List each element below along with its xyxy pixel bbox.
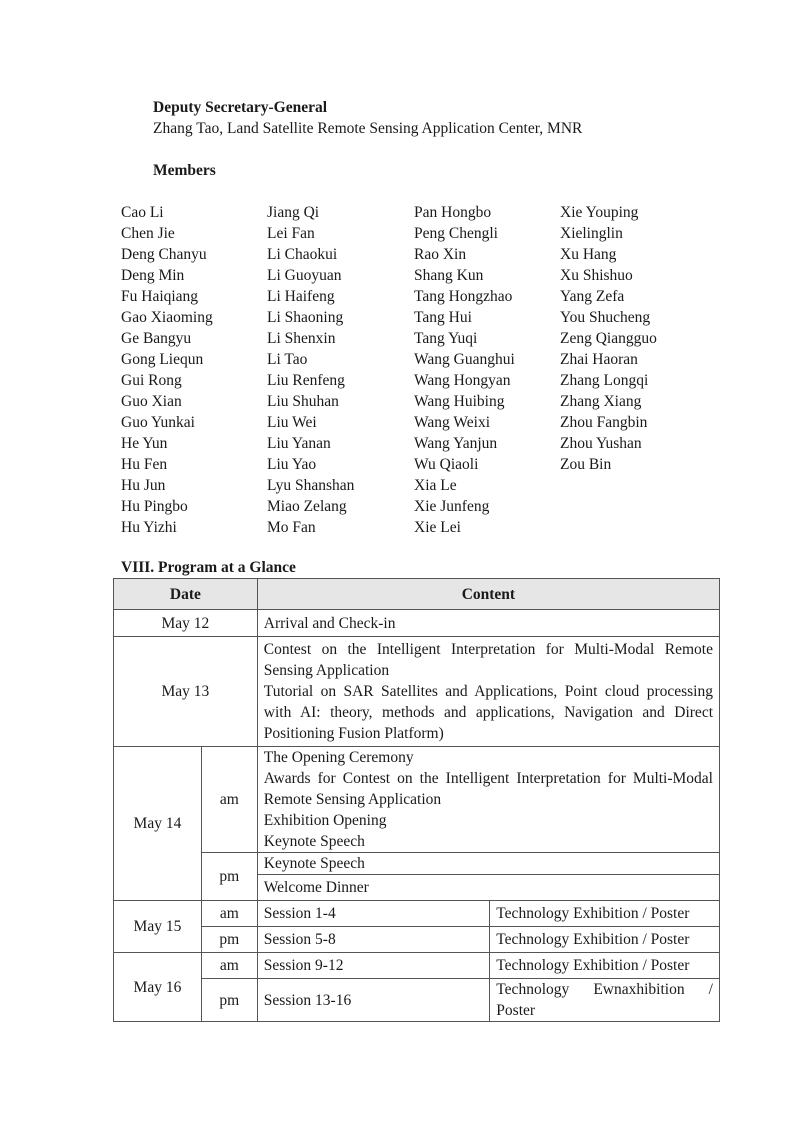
- members-heading: Members: [153, 162, 216, 179]
- member-name: Deng Min: [121, 267, 185, 284]
- header-date: Date: [114, 579, 258, 610]
- member-name: Tang Hui: [414, 309, 472, 326]
- member-name: Liu Wei: [267, 414, 317, 431]
- member-name: Mo Fan: [267, 519, 316, 536]
- member-name: Li Shaoning: [267, 309, 344, 326]
- member-name: Zhang Xiang: [560, 393, 642, 410]
- members-column-3: [414, 202, 560, 538]
- member-name: Zhou Yushan: [560, 435, 642, 452]
- content-cell: [257, 747, 719, 853]
- member-name: Liu Renfeng: [267, 372, 345, 389]
- content-line: Tutorial on SAR Satellites and Applications, Point cloud processing with AI: theory, methods and applications, Navigation and Direct Positioning Fusion Platform): [263, 683, 713, 742]
- member-name: Guo Yunkai: [121, 414, 195, 431]
- program-heading: VIII. Program at a Glance: [121, 559, 296, 576]
- member-name: Li Chaokui: [267, 246, 338, 263]
- member-name: Xia Le: [414, 477, 457, 494]
- members-column-1: [121, 202, 267, 538]
- member-name: Xielinglin: [560, 225, 623, 242]
- header-content: Content: [257, 579, 719, 610]
- member-name: Zhang Longqi: [560, 372, 649, 389]
- content-line: The Opening Ceremony: [263, 749, 414, 766]
- member-name: Liu Yao: [267, 456, 317, 473]
- exhibition-cell: Technology Exhibition / Poster: [490, 953, 720, 979]
- member-name: Liu Yanan: [267, 435, 331, 452]
- period-cell: am: [201, 747, 257, 853]
- member-name: Xu Shishuo: [560, 267, 633, 284]
- member-name: Shang Kun: [414, 267, 484, 284]
- member-name: Chen Jie: [121, 225, 175, 242]
- member-name: Li Tao: [267, 351, 308, 368]
- table-row: [114, 901, 720, 927]
- member-name: Xie Junfeng: [414, 498, 490, 515]
- content-line: Keynote Speech: [263, 833, 365, 850]
- member-name: Ge Bangyu: [121, 330, 192, 347]
- session-cell: Session 9-12: [257, 953, 490, 979]
- members-list: [121, 202, 720, 538]
- member-name: Tang Hongzhao: [414, 288, 513, 305]
- member-name: Miao Zelang: [267, 498, 347, 515]
- member-name: Zeng Qiangguo: [560, 330, 657, 347]
- member-name: Hu Yizhi: [121, 519, 177, 536]
- member-name: Xu Hang: [560, 246, 617, 263]
- member-name: Xie Youping: [560, 204, 639, 221]
- member-name: Guo Xian: [121, 393, 182, 410]
- member-name: Tang Yuqi: [414, 330, 478, 347]
- member-name: Liu Shuhan: [267, 393, 339, 410]
- member-name: Deng Chanyu: [121, 246, 207, 263]
- content-line: Awards for Contest on the Intelligent Interpretation for Multi-Modal Remote Sensing Application: [263, 770, 713, 808]
- member-name: Rao Xin: [414, 246, 467, 263]
- member-name: He Yun: [121, 435, 168, 452]
- content-cell: Welcome Dinner: [257, 875, 719, 901]
- program-table: [113, 578, 720, 1022]
- member-name: Wang Hongyan: [414, 372, 511, 389]
- member-name: Gong Liequn: [121, 351, 204, 368]
- period-cell: am: [201, 901, 257, 927]
- table-header-row: [114, 579, 720, 610]
- content-cell: Keynote Speech: [257, 853, 719, 875]
- member-name: Zhai Haoran: [560, 351, 638, 368]
- period-cell: am: [201, 953, 257, 979]
- member-name: Wang Yanjun: [414, 435, 498, 452]
- content-line: Exhibition Opening: [263, 812, 387, 829]
- table-row: [114, 979, 720, 1022]
- table-row: [114, 747, 720, 853]
- member-name: Lyu Shanshan: [267, 477, 355, 494]
- period-cell: pm: [201, 979, 257, 1022]
- member-name: Wu Qiaoli: [414, 456, 479, 473]
- member-name: Gui Rong: [121, 372, 182, 389]
- table-row: [114, 853, 720, 875]
- content-cell: Arrival and Check-in: [257, 610, 719, 637]
- member-name: Wang Guanghui: [414, 351, 515, 368]
- content-cell: [257, 637, 719, 747]
- member-name: Fu Haiqiang: [121, 288, 199, 305]
- date-cell: May 15: [114, 901, 202, 953]
- member-name: Zhou Fangbin: [560, 414, 648, 431]
- member-name: Lei Fan: [267, 225, 315, 242]
- member-name: Hu Pingbo: [121, 498, 188, 515]
- exhibition-cell: Technology Exhibition / Poster: [490, 927, 720, 953]
- member-name: You Shucheng: [560, 309, 651, 326]
- members-column-2: [267, 202, 414, 538]
- member-name: Cao Li: [121, 204, 164, 221]
- date-cell: May 14: [114, 747, 202, 901]
- member-name: Peng Chengli: [414, 225, 498, 242]
- member-name: Yang Zefa: [560, 288, 625, 305]
- member-name: Hu Jun: [121, 477, 166, 494]
- member-name: Pan Hongbo: [414, 204, 492, 221]
- member-name: Li Haifeng: [267, 288, 335, 305]
- member-name: Li Shenxin: [267, 330, 336, 347]
- session-cell: Session 1-4: [257, 901, 490, 927]
- member-name: Wang Weixi: [414, 414, 490, 431]
- deputy-text: Zhang Tao, Land Satellite Remote Sensing Application Center, MNR: [153, 120, 583, 137]
- member-name: Zou Bin: [560, 456, 612, 473]
- member-name: Li Guoyuan: [267, 267, 342, 284]
- table-row: [114, 927, 720, 953]
- table-row: [114, 610, 720, 637]
- content-line: Contest on the Intelligent Interpretation for Multi-Modal Remote Sensing Application: [263, 641, 713, 679]
- member-name: Hu Fen: [121, 456, 168, 473]
- period-cell: pm: [201, 853, 257, 901]
- member-name: Xie Lei: [414, 519, 461, 536]
- session-cell: Session 5-8: [257, 927, 490, 953]
- date-cell: May 16: [114, 953, 202, 1022]
- period-cell: pm: [201, 927, 257, 953]
- members-column-4: [560, 202, 720, 538]
- exhibition-cell: Technology Ewnaxhibition / Poster: [490, 979, 720, 1022]
- member-name: Jiang Qi: [267, 204, 320, 221]
- date-cell: May 13: [114, 637, 258, 747]
- session-cell: Session 13-16: [257, 979, 490, 1022]
- exhibition-cell: Technology Exhibition / Poster: [490, 901, 720, 927]
- table-row: [114, 637, 720, 747]
- deputy-heading: Deputy Secretary-General: [153, 99, 328, 116]
- date-cell: May 12: [114, 610, 258, 637]
- member-name: Gao Xiaoming: [121, 309, 213, 326]
- member-name: Wang Huibing: [414, 393, 505, 410]
- table-row: [114, 953, 720, 979]
